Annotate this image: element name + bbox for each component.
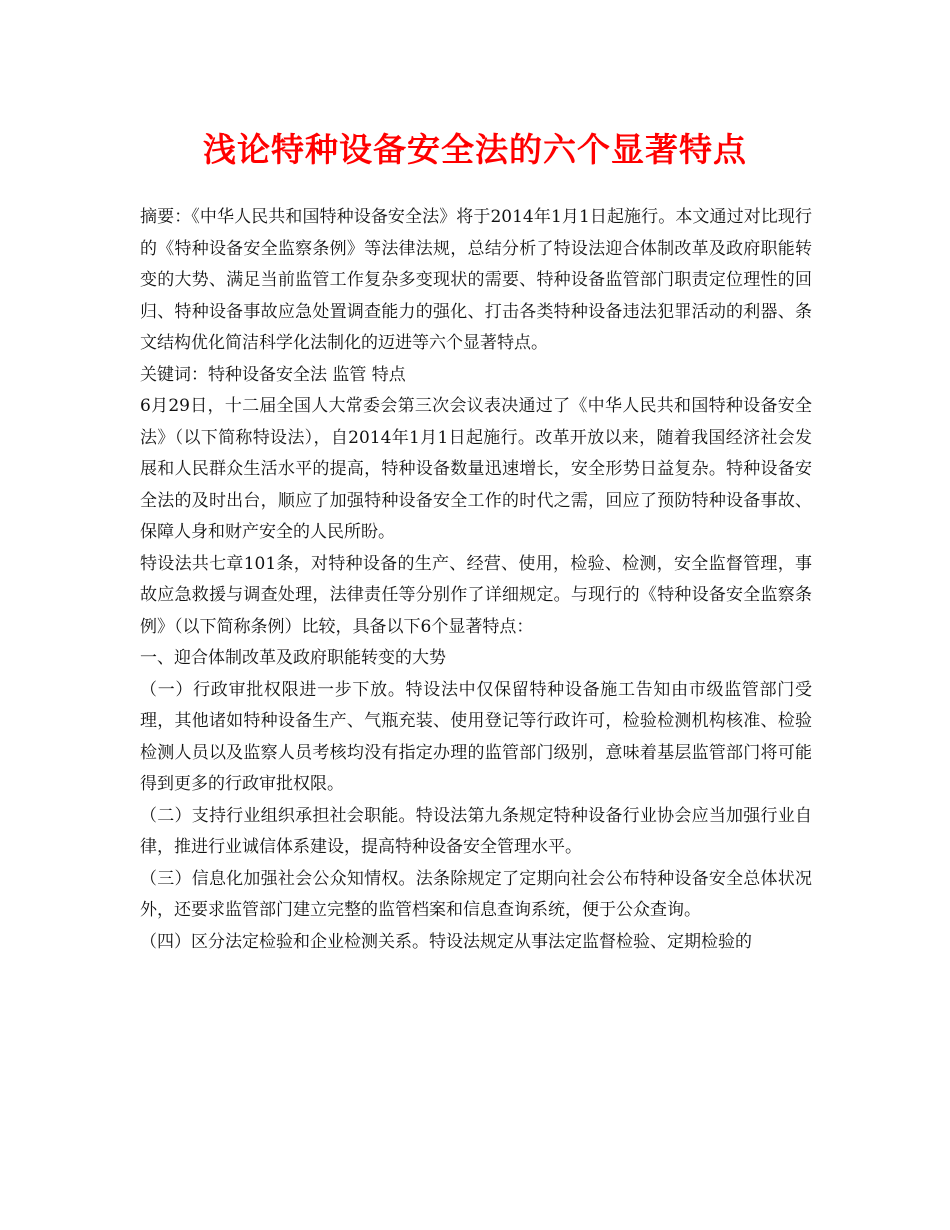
document-title: 浅论特种设备安全法的六个显著特点 bbox=[203, 130, 747, 169]
abstract-paragraph: 摘要：《中华人民共和国特种设备安全法》将于2014年1月1日起施行。本文通过对比现行的《特种设备安全监察条例》等法律法规，总结分析了特设法迎合体制改革及政府职能转变的大势、满足当前监管工作复杂多变现状的需要、特种设备监管部门职责定位理性的回归、特种设备事故应急处置调查能力的强化、打击各类特种设备违法犯罪活动的利器、条文结构优化简洁科学化法制化的迈进等六个显著特点。 bbox=[140, 207, 812, 353]
intro-paragraph: 6月29日，十二届全国人大常委会第三次会议表决通过了《中华人民共和国特种设备安全法》（以下简称特设法），自2014年1月1日起施行。改革开放以来，随着我国经济社会发展和人民群众生活水平的提高，特种设备数量迅速增长，安全形势日益复杂。特种设备安全法的及时出台，顺应了加强特种设备安全工作的时代之需，回应了预防特种设备事故、保障人身和财产安全的人民所盼。 bbox=[140, 396, 812, 542]
overview-paragraph: 特设法共七章101条，对特种设备的生产、经营、使用，检验、检测，安全监督管理，事故应急救援与调查处理，法律责任等分别作了详细规定。与现行的《特种设备安全监察条例》（以下简称条例）比较，具备以下6个显著特点： bbox=[140, 553, 812, 637]
section-heading: 一、迎合体制改革及政府职能转变的大势 bbox=[140, 648, 446, 668]
document-body bbox=[140, 202, 812, 958]
point-paragraph: （一）行政审批权限进一步下放。特设法中仅保留特种设备施工告知由市级监管部门受理，其他诸如特种设备生产、气瓶充装、使用登记等行政许可，检验检测机构核准、检验检测人员以及监察人员考核均没有指定办理的监管部门级别，意味着基层监管部门将可能得到更多的行政审批权限。 bbox=[140, 679, 812, 794]
point-paragraph: （四）区分法定检验和企业检测关系。特设法规定从事法定监督检验、定期检验的 bbox=[140, 931, 752, 952]
point-paragraph: （三）信息化加强社会公众知情权。法条除规定了定期向社会公布特种设备安全总体状况外，还要求监管部门建立完整的监管档案和信息查询系统，便于公众查询。 bbox=[140, 868, 812, 920]
point-paragraph: （二）支持行业组织承担社会职能。特设法第九条规定特种设备行业协会应当加强行业自律，推进行业诚信体系建设，提高特种设备安全管理水平。 bbox=[140, 805, 812, 857]
keywords-paragraph: 关键词：特种设备安全法 监管 特点 bbox=[140, 364, 406, 385]
